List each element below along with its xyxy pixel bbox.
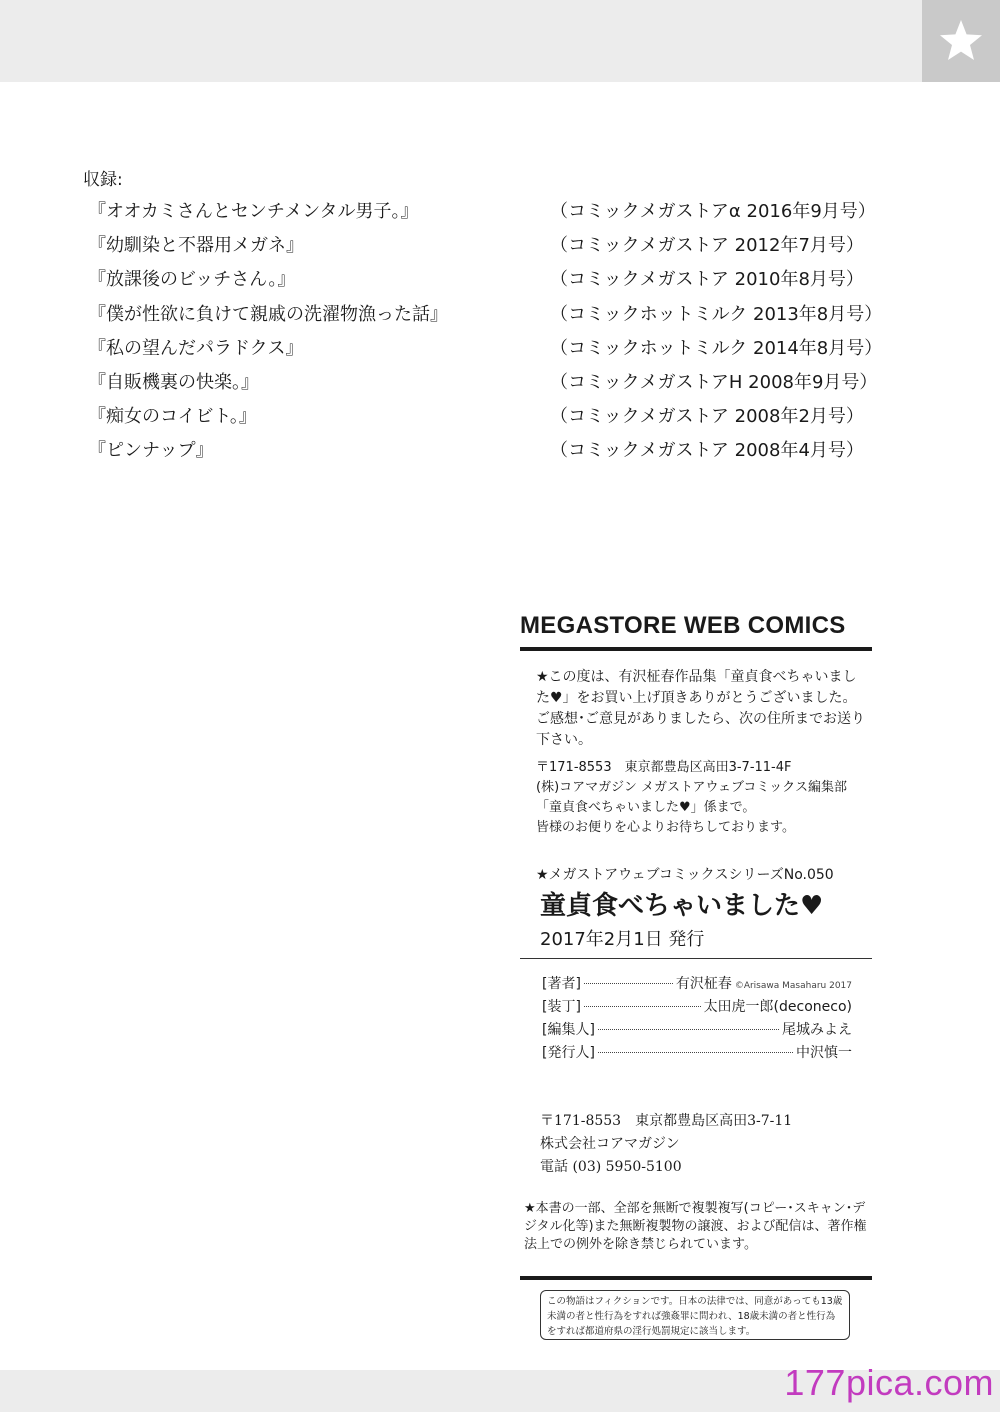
story-title: 『放課後のビッチさん。』 xyxy=(88,269,296,291)
leader-dots xyxy=(584,1006,701,1007)
contents-entry xyxy=(88,234,908,268)
story-source: （コミックメガストアα 2016年9月号） xyxy=(550,201,876,222)
story-title: 『オオカミさんとセンチメンタル男子。』 xyxy=(88,201,419,222)
credit-row xyxy=(542,1019,852,1042)
address-line: 皆様のお便りを心よりお待ちしております。 xyxy=(536,820,795,835)
contents-entry xyxy=(88,371,908,405)
leader-dots xyxy=(584,983,673,984)
publication-date: 2017年2月1日 発行 xyxy=(540,929,705,950)
contents-entry xyxy=(88,439,908,473)
star-icon xyxy=(937,17,985,65)
copyright-notice: ★本書の一部、全部を無断で複製複写(コピー･スキャン･デジタル化等)また無断複製物の譲渡、および配信は、著作権法上での例外を除き禁じられています。 xyxy=(524,1201,867,1252)
address-line: 「童貞食べちゃいました♥」係まで。 xyxy=(536,800,756,815)
story-source: （コミックメガストア 2010年8月号） xyxy=(550,269,864,291)
story-title: 『僕が性欲に負けて親戚の洗濯物漁った話』 xyxy=(88,303,448,325)
contents-entry xyxy=(88,200,908,234)
fiction-disclaimer: この物語はフィクションです。日本の法律では、同意があっても13歳未満の者と性行為をすれば強姦罪に問われ、18歳未満の者と性行為をすれば都道府県の淫行処罰規定に該当します。 xyxy=(540,1290,850,1340)
reader-message: ★この度は、有沢柾春作品集「童貞食べちゃいました♥」をお買い上げ頂きありがとうございました。ご感想･ご意見がありましたら、次の住所までお送り下さい。 xyxy=(536,669,865,748)
contents-entry xyxy=(88,337,908,371)
credit-label: [著者] xyxy=(542,976,581,992)
contents-entry xyxy=(88,303,908,337)
site-watermark: 177pica.com xyxy=(784,1362,994,1403)
leader-dots xyxy=(598,1052,793,1053)
credit-row xyxy=(542,1042,852,1065)
publisher-line: 電話 (03) 5950-5100 xyxy=(540,1159,682,1175)
copyright-note: ©Arisawa Masaharu 2017 xyxy=(734,981,852,991)
corner-star-badge xyxy=(922,0,1000,82)
story-source: （コミックホットミルク 2014年8月号） xyxy=(550,337,883,359)
credit-value: 尾城みよえ xyxy=(782,1022,852,1038)
story-title: 『ピンナップ』 xyxy=(88,440,214,462)
story-title: 『自販機裏の快楽。』 xyxy=(88,371,259,393)
address-line: (株)コアマガジン メガストアウェブコミックス編集部 xyxy=(536,780,848,795)
credit-label: [編集人] xyxy=(542,1022,595,1038)
publisher-line: 〒171-8553 東京都豊島区高田3-7-11 xyxy=(540,1113,793,1129)
contents-entry xyxy=(88,268,908,302)
book-title: 童貞食べちゃいました♥ xyxy=(540,891,824,921)
contents-list xyxy=(88,200,908,474)
leader-dots xyxy=(598,1029,779,1030)
mail-address-block xyxy=(536,758,876,838)
credit-row xyxy=(542,996,852,1019)
story-source: （コミックメガストア 2012年7月号） xyxy=(550,235,864,257)
credit-value: 太田虎一郎(deconeco) xyxy=(703,999,852,1015)
contents-heading: 収録: xyxy=(83,170,123,190)
credit-label: [発行人] xyxy=(542,1045,595,1061)
publisher-line: 株式会社コアマガジン xyxy=(540,1136,680,1152)
brand-rule xyxy=(520,647,872,651)
publisher-info xyxy=(540,1110,870,1179)
address-line: 〒171-8553 東京都豊島区高田3-7-11-4F xyxy=(536,760,792,775)
credit-value: 中沢慎一 xyxy=(796,1045,852,1061)
credit-row xyxy=(542,973,852,996)
credit-label: [装丁] xyxy=(542,999,581,1015)
story-title: 『私の望んだパラドクス』 xyxy=(88,337,304,359)
notice-rule xyxy=(520,1276,872,1280)
story-source: （コミックホットミルク 2013年8月号） xyxy=(550,303,883,325)
story-title: 『痴女のコイビト。』 xyxy=(88,406,257,428)
contents-entry xyxy=(88,405,908,439)
top-margin-band xyxy=(0,0,922,82)
divider xyxy=(520,958,872,959)
series-number: ★メガストアウェブコミックスシリーズNo.050 xyxy=(536,867,834,883)
story-source: （コミックメガストアH 2008年9月号） xyxy=(550,371,878,393)
story-source: （コミックメガストア 2008年4月号） xyxy=(550,440,864,462)
credit-value: 有沢柾春 xyxy=(675,976,732,992)
story-title: 『幼馴染と不器用メガネ』 xyxy=(88,235,304,257)
story-source: （コミックメガストア 2008年2月号） xyxy=(550,406,864,428)
publisher-brand: MEGASTORE WEB COMICS xyxy=(520,612,846,639)
credits-list xyxy=(542,973,852,1065)
